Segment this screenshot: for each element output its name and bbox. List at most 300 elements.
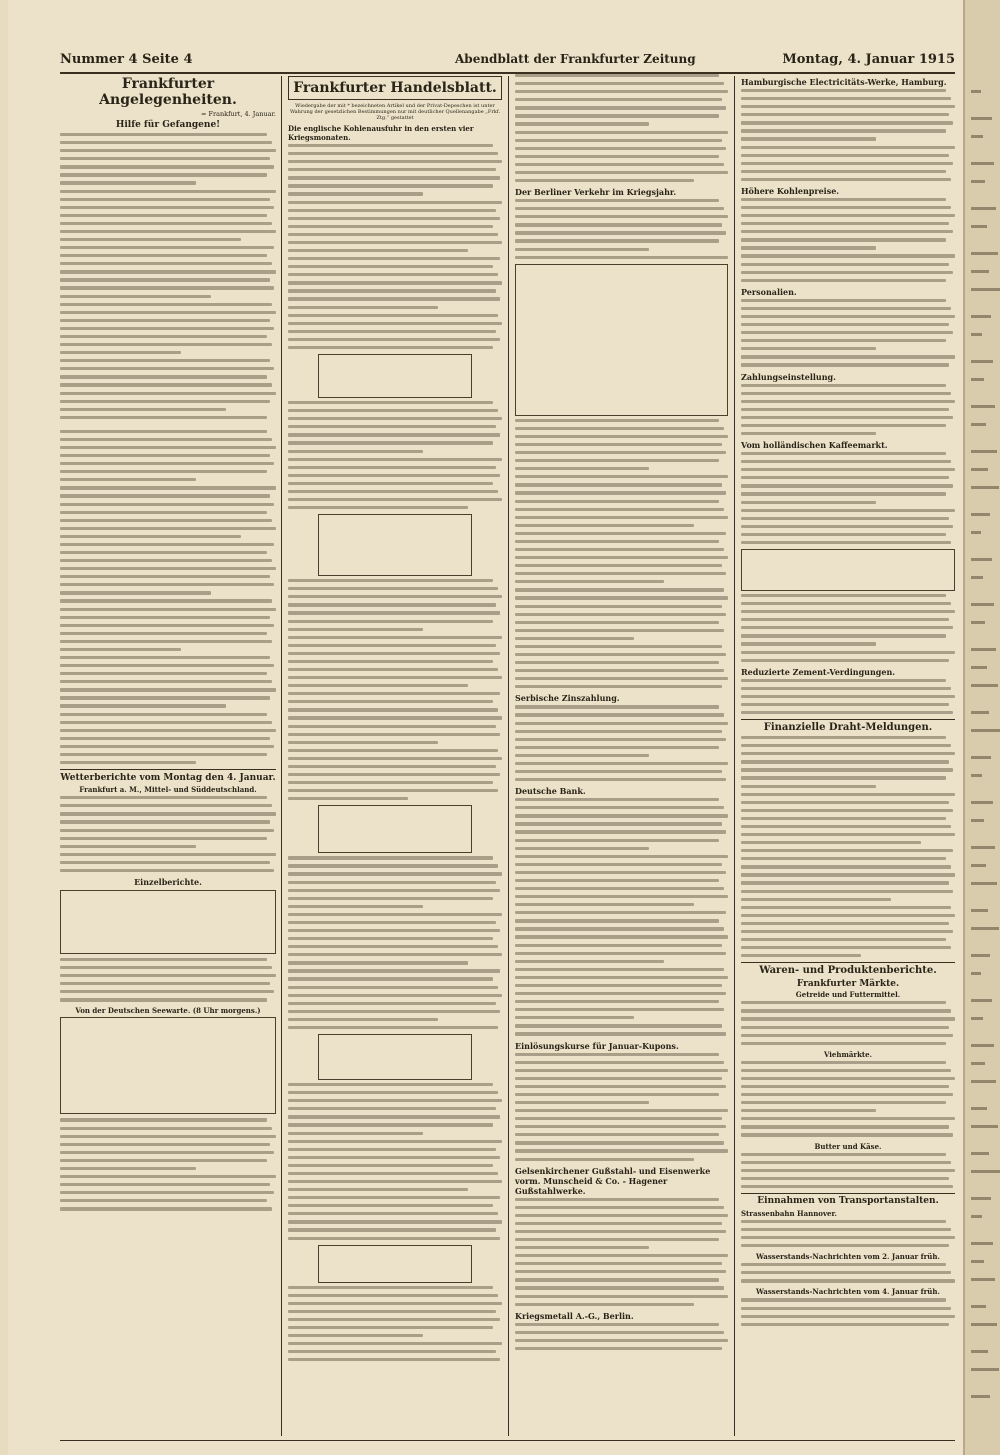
text-line xyxy=(741,687,951,690)
edge-mark xyxy=(971,576,983,579)
text-line xyxy=(741,1077,955,1080)
text-line xyxy=(741,355,955,358)
stats-table xyxy=(318,1034,472,1080)
text-line xyxy=(288,692,500,695)
edge-mark xyxy=(971,729,1000,732)
text-line xyxy=(60,869,274,872)
text-line xyxy=(741,906,951,909)
text-line xyxy=(515,1125,726,1128)
text-line xyxy=(60,729,276,732)
text-line xyxy=(60,462,274,465)
text-line xyxy=(288,725,496,728)
article-text xyxy=(288,1286,502,1362)
text-line xyxy=(515,1093,719,1096)
text-line xyxy=(515,231,726,234)
text-line xyxy=(60,230,276,233)
text-line xyxy=(515,1246,649,1249)
text-line xyxy=(288,482,493,485)
text-line xyxy=(288,257,500,260)
text-line xyxy=(741,476,949,479)
article-text xyxy=(515,1053,728,1161)
text-line xyxy=(515,106,726,109)
edge-mark xyxy=(971,90,981,93)
text-line xyxy=(515,1061,724,1064)
text-line xyxy=(741,1236,955,1239)
text-line xyxy=(515,839,719,842)
text-line xyxy=(515,500,719,503)
column-4 xyxy=(741,74,955,1331)
text-line xyxy=(515,435,728,438)
text-line xyxy=(741,452,946,455)
text-line xyxy=(288,1204,493,1207)
column-divider xyxy=(281,76,282,1436)
article-text xyxy=(288,401,502,509)
text-line xyxy=(288,466,496,469)
edge-mark xyxy=(971,1125,998,1128)
text-line xyxy=(515,960,664,963)
text-line xyxy=(60,1207,272,1210)
text-line xyxy=(515,730,722,733)
text-line xyxy=(288,297,500,300)
text-line xyxy=(60,664,274,667)
text-line xyxy=(288,192,423,195)
text-line xyxy=(288,765,496,768)
text-line xyxy=(60,745,274,748)
text-line xyxy=(60,737,270,740)
text-line xyxy=(515,722,728,725)
text-line xyxy=(288,994,502,997)
text-line xyxy=(741,679,946,682)
text-line xyxy=(741,105,955,108)
text-line xyxy=(60,400,270,403)
text-line xyxy=(741,1085,949,1088)
text-line xyxy=(741,1315,955,1318)
text-line xyxy=(741,222,949,225)
article-headline: Gelsenkirchener Gußstahl- und Eisenwerke vorm. Munscheid & Co. - Hagener Gußstahlwerke. xyxy=(515,1165,711,1196)
text-line xyxy=(741,416,953,419)
text-line xyxy=(515,248,649,251)
text-line xyxy=(60,416,267,419)
text-line xyxy=(288,668,498,671)
text-line xyxy=(741,1101,946,1104)
text-line xyxy=(288,160,502,163)
article-text xyxy=(515,798,728,1035)
text-line xyxy=(515,556,728,559)
text-line xyxy=(515,968,724,971)
text-line xyxy=(515,830,726,833)
traffic-table xyxy=(515,264,728,416)
text-line xyxy=(60,1175,276,1178)
text-line xyxy=(515,653,726,656)
text-line xyxy=(288,969,500,972)
market-subtitle: Getreide und Futtermittel. xyxy=(795,990,901,1000)
edge-mark xyxy=(971,972,981,975)
text-line xyxy=(60,575,270,578)
text-line xyxy=(60,861,270,864)
edge-mark xyxy=(971,450,997,453)
edge-mark xyxy=(971,1170,1000,1173)
text-line xyxy=(60,608,276,611)
text-line xyxy=(288,346,493,349)
text-line xyxy=(515,114,719,117)
text-line xyxy=(515,669,724,672)
text-line xyxy=(515,992,726,995)
text-line xyxy=(515,223,722,226)
text-line xyxy=(515,90,728,93)
text-line xyxy=(60,238,241,241)
text-line xyxy=(60,990,274,993)
article-headline: Höhere Kohlenpreise. xyxy=(741,185,840,196)
text-line xyxy=(288,881,496,884)
text-line xyxy=(288,225,493,228)
text-line xyxy=(60,206,274,209)
edge-mark xyxy=(971,756,991,759)
article-text xyxy=(288,1083,502,1240)
article-text xyxy=(60,430,276,764)
text-line xyxy=(288,490,498,493)
text-line xyxy=(60,478,196,481)
text-line xyxy=(741,263,949,266)
text-line xyxy=(288,620,493,623)
section-title-local: Frankfurter Angelegenheiten. xyxy=(99,76,237,108)
text-line xyxy=(288,458,502,461)
article-text xyxy=(741,594,955,662)
dateline: = Frankfurt, 4. Januar. xyxy=(200,110,276,118)
text-line xyxy=(741,509,955,512)
text-line xyxy=(741,492,946,495)
article-headline: Personalien. xyxy=(741,286,797,297)
text-line xyxy=(288,281,502,284)
article-headline: Reduzierte Zement-Verdingungen. xyxy=(741,666,896,677)
copyright-note: Wiedergabe der mit * bezeichneten Artikel und der Privat-Depeschen ist unter Wahrung der gesetzlichen Bestimmungen nur mit deutlicher Quellenangabe „Frkf. Ztg.“ gestattet xyxy=(289,103,501,121)
edge-mark xyxy=(971,1044,994,1047)
text-line xyxy=(288,644,496,647)
text-line xyxy=(741,1133,953,1136)
edge-mark xyxy=(971,1278,995,1281)
text-line xyxy=(741,1042,946,1045)
text-line xyxy=(741,299,946,302)
edge-mark xyxy=(971,180,985,183)
text-line xyxy=(60,672,267,675)
edge-mark xyxy=(971,1017,983,1020)
text-line xyxy=(741,170,946,173)
text-line xyxy=(515,163,724,166)
article-text xyxy=(741,89,955,181)
text-line xyxy=(288,749,498,752)
text-line xyxy=(288,716,502,719)
edge-mark xyxy=(971,531,981,534)
text-line xyxy=(288,433,500,436)
text-line xyxy=(60,1143,270,1146)
text-line xyxy=(288,961,468,964)
text-line xyxy=(60,173,267,176)
text-line xyxy=(60,246,274,249)
text-line xyxy=(741,776,946,779)
column-1 xyxy=(60,74,276,1215)
text-line xyxy=(515,1254,728,1257)
text-line xyxy=(515,131,728,134)
text-line xyxy=(515,1149,728,1152)
text-line xyxy=(60,278,270,281)
text-line xyxy=(741,1093,953,1096)
transport-title: Einnahmen von Transportanstalten. xyxy=(741,1193,955,1206)
edge-mark xyxy=(971,207,996,210)
text-line xyxy=(60,591,211,594)
text-line xyxy=(60,133,267,136)
text-line xyxy=(515,467,649,470)
text-line xyxy=(288,1132,423,1135)
text-line xyxy=(741,1125,949,1128)
text-line xyxy=(515,895,728,898)
article-headline: Kriegsmetall A.-G., Berlin. xyxy=(515,1310,634,1321)
text-line xyxy=(288,273,498,276)
text-line xyxy=(741,938,946,941)
edge-mark xyxy=(971,927,999,930)
issue-date: Montag, 4. Januar 1915 xyxy=(782,52,955,67)
edge-mark xyxy=(971,774,982,777)
text-line xyxy=(515,443,722,446)
tram-title: Strassenbahn Hannover. xyxy=(741,1208,837,1218)
text-line xyxy=(515,540,719,543)
text-line xyxy=(515,1069,728,1072)
text-line xyxy=(515,705,719,708)
text-line xyxy=(288,409,498,412)
text-line xyxy=(60,1183,270,1186)
subhead: Hilfe für Gefangene! xyxy=(115,120,221,130)
text-line xyxy=(515,524,694,527)
page-number: Nummer 4 Seite 4 xyxy=(60,52,193,67)
edge-mark xyxy=(971,558,992,561)
article-text xyxy=(741,1001,955,1045)
edge-mark xyxy=(971,162,994,165)
text-line xyxy=(515,1085,726,1088)
text-line xyxy=(288,1083,493,1086)
text-line xyxy=(515,516,728,519)
text-line xyxy=(288,595,502,598)
text-line xyxy=(515,685,722,688)
edge-mark xyxy=(971,1395,990,1398)
text-line xyxy=(515,1339,728,1342)
edge-mark xyxy=(971,603,994,606)
article-text xyxy=(515,1323,728,1350)
text-line xyxy=(741,768,953,771)
text-line xyxy=(741,1161,951,1164)
text-line xyxy=(515,122,649,125)
edge-mark xyxy=(971,270,989,273)
text-line xyxy=(515,847,649,850)
text-line xyxy=(515,1230,726,1233)
text-line xyxy=(288,1140,502,1143)
text-line xyxy=(741,1117,955,1120)
article-headline: Die englische Kohlenausfuhr in den ersten vier Kriegsmonaten. xyxy=(288,124,474,142)
edge-mark xyxy=(971,315,991,318)
article-headline: Deutsche Bank. xyxy=(515,786,586,797)
text-line xyxy=(515,1117,722,1120)
edge-mark xyxy=(971,117,992,120)
text-line xyxy=(60,583,274,586)
text-line xyxy=(741,246,876,249)
text-line xyxy=(515,215,728,218)
text-line xyxy=(60,454,270,457)
text-line xyxy=(741,930,953,933)
text-line xyxy=(60,383,272,386)
edge-mark xyxy=(971,846,995,849)
text-line xyxy=(741,881,949,884)
text-line xyxy=(741,238,946,241)
text-line xyxy=(60,511,267,514)
text-line xyxy=(741,525,953,528)
text-line xyxy=(741,760,949,763)
text-line xyxy=(741,533,946,536)
text-line xyxy=(60,753,267,756)
text-line xyxy=(741,1109,876,1112)
text-line xyxy=(60,624,274,627)
article-text xyxy=(741,1061,955,1137)
text-line xyxy=(515,1032,726,1035)
text-line xyxy=(288,1164,493,1167)
text-line xyxy=(515,806,724,809)
butter-title: Butter und Käse. xyxy=(814,1141,882,1151)
text-line xyxy=(288,450,423,453)
text-line xyxy=(515,762,728,765)
text-line xyxy=(60,343,272,346)
text-line xyxy=(288,905,423,908)
text-line xyxy=(60,408,226,411)
text-line xyxy=(288,1188,468,1191)
text-line xyxy=(741,460,951,463)
goods-title: Waren- und Produktenberichte. xyxy=(741,962,955,976)
article-headline: Hamburgische Electricitäts-Werke, Hamburg. xyxy=(741,77,947,87)
text-line xyxy=(288,506,468,509)
article-text xyxy=(515,199,728,259)
footer-rule xyxy=(60,1440,955,1441)
text-line xyxy=(60,335,267,338)
text-line xyxy=(741,703,949,706)
edge-mark xyxy=(971,288,1000,291)
edge-mark xyxy=(971,864,986,867)
article-text xyxy=(741,1153,955,1189)
edge-mark xyxy=(971,486,999,489)
text-line xyxy=(741,865,951,868)
text-line xyxy=(60,812,276,815)
text-line xyxy=(60,713,267,716)
weather-table xyxy=(60,890,276,954)
text-line xyxy=(741,1153,946,1156)
text-line xyxy=(288,1286,493,1289)
text-line xyxy=(741,922,949,925)
text-line xyxy=(60,1167,196,1170)
adjacent-page-edge xyxy=(963,0,1000,1455)
text-line xyxy=(741,873,955,876)
text-line xyxy=(60,430,267,433)
stats-table xyxy=(318,514,472,576)
text-line xyxy=(741,432,876,435)
text-line xyxy=(741,517,949,520)
text-line xyxy=(515,935,728,938)
text-line xyxy=(288,864,498,867)
edge-mark xyxy=(971,1107,987,1110)
text-line xyxy=(515,1077,722,1080)
text-line xyxy=(60,845,196,848)
text-line xyxy=(288,1302,502,1305)
section-title-trade: Frankfurter Handelsblatt. xyxy=(288,76,502,100)
text-line xyxy=(288,241,502,244)
text-line xyxy=(741,946,951,949)
text-line xyxy=(741,642,876,645)
text-line xyxy=(288,168,496,171)
edge-mark xyxy=(971,882,997,885)
text-line xyxy=(515,863,722,866)
text-line xyxy=(60,222,272,225)
text-line xyxy=(515,572,726,575)
text-line xyxy=(288,676,502,679)
text-line xyxy=(515,944,722,947)
market-title: Frankfurter Märkte. xyxy=(796,979,900,990)
text-line xyxy=(288,579,493,582)
text-line xyxy=(288,233,498,236)
text-line xyxy=(741,711,953,714)
text-line xyxy=(288,1350,496,1353)
text-line xyxy=(741,129,946,132)
text-line xyxy=(288,322,502,325)
weather-text xyxy=(60,796,276,872)
article-text xyxy=(60,133,276,419)
text-line xyxy=(288,1358,500,1361)
text-line xyxy=(741,744,951,747)
text-line xyxy=(288,1091,498,1094)
text-line xyxy=(515,1024,722,1027)
article-text xyxy=(741,452,955,544)
text-line xyxy=(741,198,946,201)
text-line xyxy=(60,327,274,330)
text-line xyxy=(741,146,955,149)
weather-text xyxy=(60,958,276,1002)
text-line xyxy=(515,1016,634,1019)
text-line xyxy=(515,1222,722,1225)
text-line xyxy=(515,952,726,955)
text-line xyxy=(741,626,953,629)
text-line xyxy=(288,144,493,147)
text-line xyxy=(60,303,272,306)
text-line xyxy=(515,239,719,242)
text-line xyxy=(515,661,719,664)
text-line xyxy=(515,738,726,741)
text-line xyxy=(741,785,876,788)
text-line xyxy=(741,162,953,165)
text-line xyxy=(288,417,502,420)
text-line xyxy=(288,1156,500,1159)
text-line xyxy=(741,206,951,209)
text-line xyxy=(288,306,438,309)
edge-mark xyxy=(971,909,988,912)
text-line xyxy=(741,1323,949,1326)
edge-mark xyxy=(971,1260,984,1263)
text-line xyxy=(515,1331,724,1334)
coffee-table xyxy=(741,549,955,591)
text-line xyxy=(741,154,949,157)
text-line xyxy=(515,475,728,478)
edge-mark xyxy=(971,684,998,687)
text-line xyxy=(515,74,719,77)
text-line xyxy=(741,339,946,342)
edge-mark xyxy=(971,1197,991,1200)
text-line xyxy=(741,254,955,257)
text-line xyxy=(60,559,272,562)
text-line xyxy=(288,1099,502,1102)
text-line xyxy=(515,879,719,882)
article-text xyxy=(288,856,502,1029)
text-line xyxy=(515,613,726,616)
